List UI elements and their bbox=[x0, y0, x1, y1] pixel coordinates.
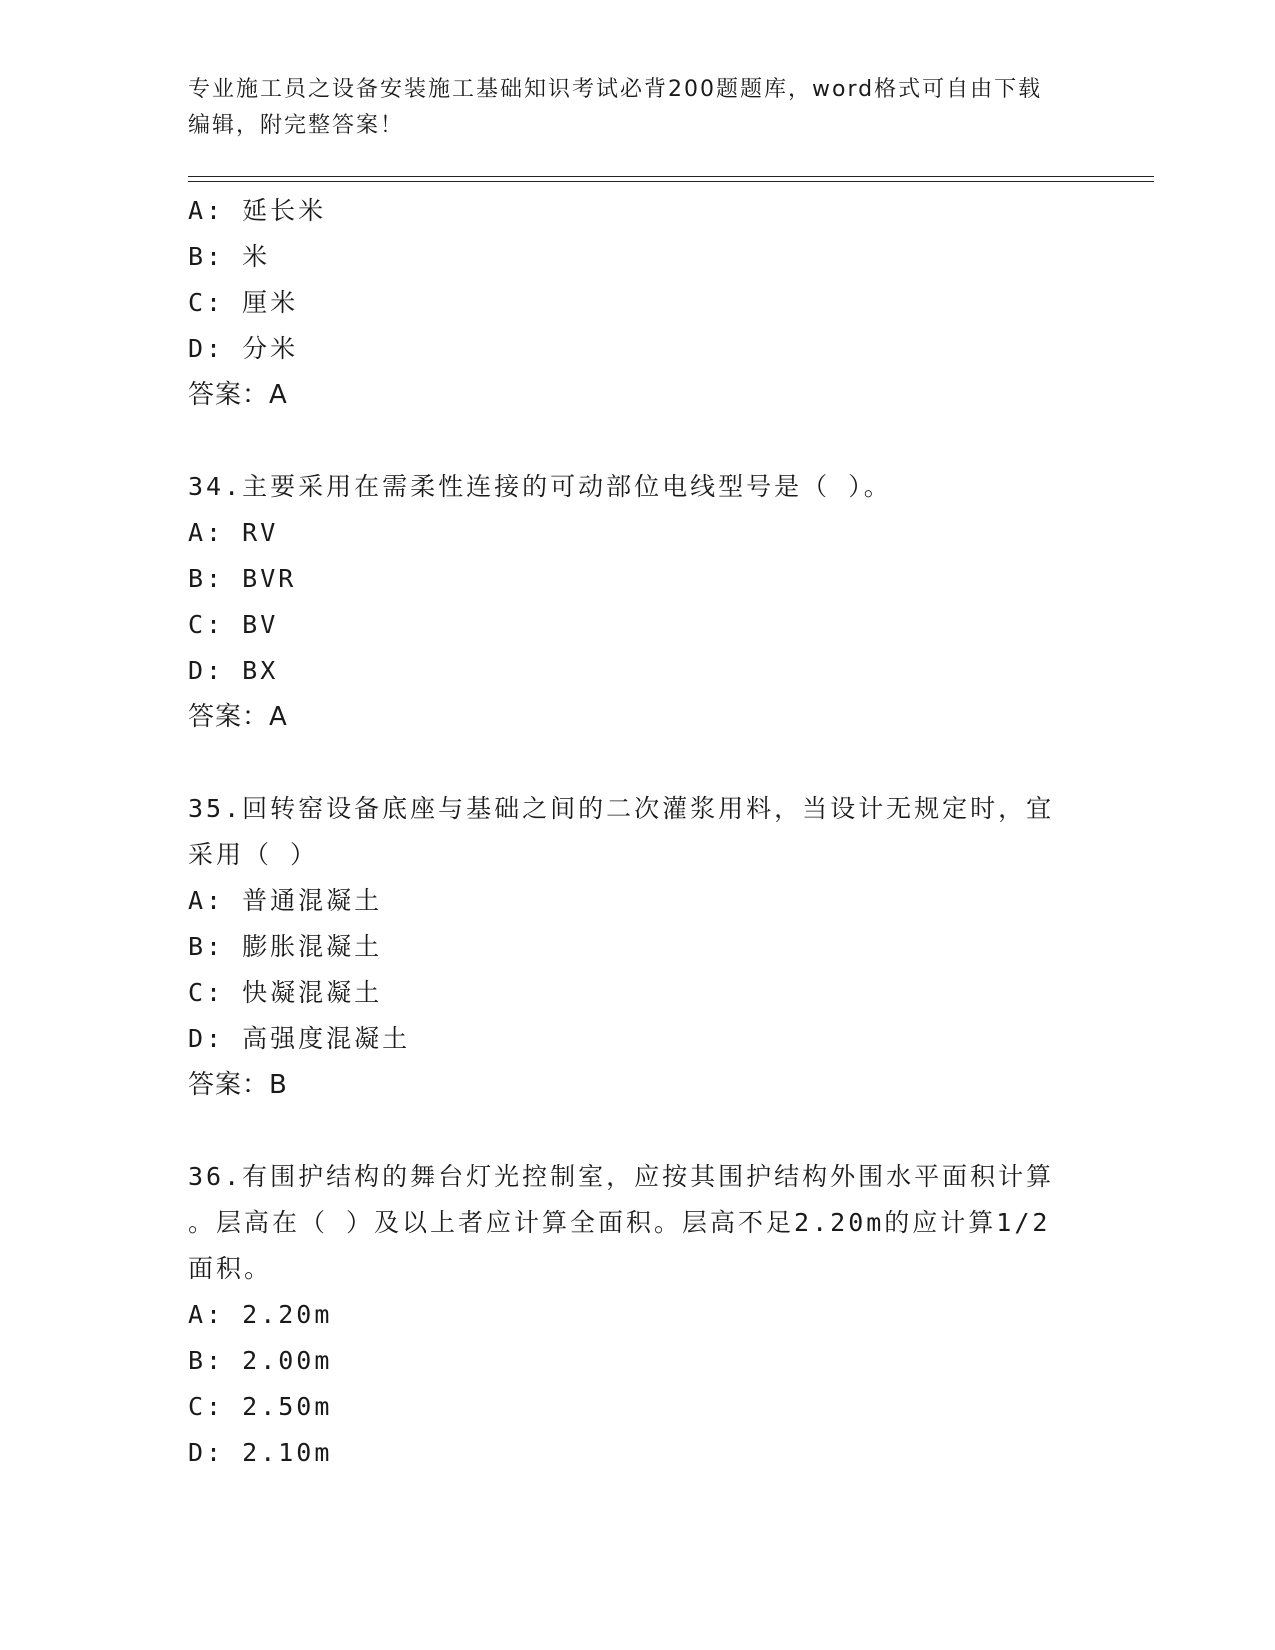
answer-line: 答案：A bbox=[188, 380, 288, 410]
option-d: D: 高强度混凝土 bbox=[188, 1024, 411, 1053]
option-a: A: RV bbox=[188, 518, 279, 547]
header-rule-bottom bbox=[188, 181, 1154, 182]
question-block-34 bbox=[188, 464, 1088, 740]
option-d: D: BX bbox=[188, 656, 279, 685]
spacer bbox=[188, 418, 1088, 464]
option-a: A: 延长米 bbox=[188, 196, 327, 225]
spacer bbox=[188, 740, 1088, 786]
spacer bbox=[188, 1108, 1088, 1154]
option-b: B: 米 bbox=[188, 242, 271, 271]
answer-line: 答案：B bbox=[188, 1070, 288, 1100]
question-text bbox=[188, 1154, 1078, 1292]
question-line: 。层高在（ ）及以上者应计算全面积。层高不足2.20m的应计算1/2 bbox=[188, 1208, 1051, 1237]
option-b: B: BVR bbox=[188, 564, 297, 593]
question-line: 采用（ ） bbox=[188, 840, 319, 869]
header-line-1: 专业施工员之设备安装施工基础知识考试必背200题题库，word格式可自由下载 bbox=[188, 77, 1043, 102]
question-line: 35.回转窑设备底座与基础之间的二次灌浆用料，当设计无规定时，宜 bbox=[188, 794, 1055, 823]
option-b: B: 2.00m bbox=[188, 1346, 333, 1375]
question-text bbox=[188, 464, 1078, 510]
document-header bbox=[188, 72, 1068, 144]
question-block-35 bbox=[188, 786, 1088, 1108]
question-block-36 bbox=[188, 1154, 1088, 1476]
option-d: D: 2.10m bbox=[188, 1438, 333, 1467]
header-line-2: 编辑，附完整答案！ bbox=[188, 113, 405, 138]
option-a: A: 普通混凝土 bbox=[188, 886, 383, 915]
option-a: A: 2.20m bbox=[188, 1300, 333, 1329]
question-line: 36.有围护结构的舞台灯光控制室，应按其围护结构外围水平面积计算 bbox=[188, 1162, 1055, 1191]
answer-line: 答案：A bbox=[188, 702, 288, 732]
question-list bbox=[188, 188, 1088, 1476]
option-c: C: 2.50m bbox=[188, 1392, 333, 1421]
header-rule-top bbox=[188, 176, 1154, 177]
option-d: D: 分米 bbox=[188, 334, 299, 363]
question-block-33 bbox=[188, 188, 1088, 418]
option-c: C: 厘米 bbox=[188, 288, 299, 317]
option-c: C: 快凝混凝土 bbox=[188, 978, 383, 1007]
question-text bbox=[188, 786, 1078, 878]
question-line: 面积。 bbox=[188, 1254, 273, 1283]
question-line: 34.主要采用在需柔性连接的可动部位电线型号是（ ）。 bbox=[188, 472, 892, 501]
option-b: B: 膨胀混凝土 bbox=[188, 932, 383, 961]
option-c: C: BV bbox=[188, 610, 279, 639]
